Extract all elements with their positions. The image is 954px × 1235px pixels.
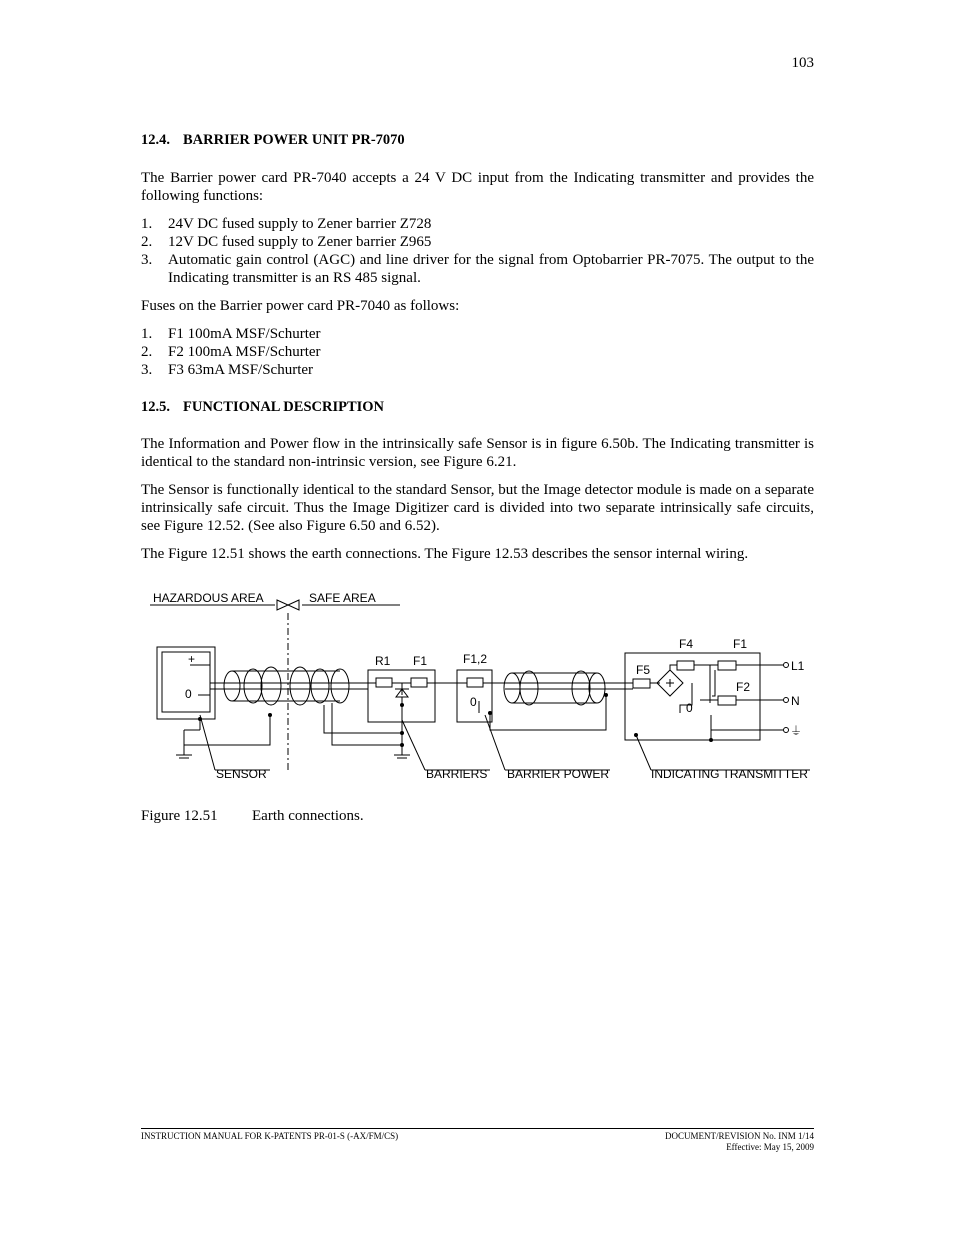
description-paragraph-3: The Figure 12.51 shows the earth connections. The Figure 12.53 describes the sensor internal wiring. (141, 546, 749, 562)
list-item: 2. 12V DC fused supply to Zener barrier Z965 (141, 234, 432, 250)
hazardous-area-label: HAZARDOUS AREA (153, 591, 264, 605)
footer-revision (560, 1131, 814, 1153)
section-title: FUNCTIONAL DESCRIPTION (183, 399, 385, 415)
fuses-intro: Fuses on the Barrier power card PR-7040 as follows: (141, 298, 460, 314)
earth-terminal-icon: ⏚ (790, 724, 803, 738)
sensor-earth-wire (184, 715, 270, 755)
fuses-list (141, 325, 814, 379)
barriers-label: BARRIERS (426, 767, 488, 781)
f5-fuse (633, 679, 650, 688)
f1-transmitter-fuse (718, 661, 736, 670)
section-title: BARRIER POWER UNIT PR-7070 (183, 132, 405, 148)
list-item: 3. F3 63mA MSF/Schurter (141, 362, 314, 378)
footer-document-revision: DOCUMENT/REVISION No. INM 1/14 (665, 1131, 814, 1141)
sensor-outer-box (157, 647, 215, 719)
section-number: 12.4. (141, 132, 170, 148)
footer-divider (141, 1128, 814, 1129)
indicating-transmitter-label: INDICATING TRANSMITTER (651, 767, 808, 781)
description-paragraph-2: The Sensor is functionally identical to the standard Sensor, but the Image detector module is made on a separate intrinsically safe circuit. Thus the Image Digitizer card is divided into two separate intrinsically safe circuits, see Figure 12.52. (See also Figure 6.50 and 6.52). (141, 482, 814, 534)
list-item: 3. Automatic gain control (AGC) and line driver for the signal from Optobarrier PR-7075. The output to the Indicating transmitter is an RS 485 signal. (141, 252, 814, 286)
barriers-label-leader (402, 720, 425, 770)
sensor-zero-lead (198, 689, 210, 695)
list-item: 1. 24V DC fused supply to Zener barrier Z728 (141, 216, 432, 232)
r1-resistor (376, 678, 392, 687)
area-boundary-marker (277, 600, 299, 610)
f2-label: F2 (736, 680, 751, 694)
list-item: 1. F1 100mA MSF/Schurter (141, 326, 321, 342)
figure-number: Figure 12.51 (141, 808, 218, 824)
figure-caption-text: Earth connections. (252, 808, 364, 824)
footer-manual-title: INSTRUCTION MANUAL FOR K-PATENTS PR-01-S (-AX/FM/CS) (141, 1131, 399, 1141)
f2-transmitter-fuse (718, 696, 736, 705)
barrier-power-label-leader (485, 715, 505, 770)
f12-fuse (467, 678, 483, 687)
sensor-plus-lead (190, 665, 210, 683)
f4-fuse (677, 661, 694, 670)
earth-connections-diagram (140, 585, 820, 785)
section-heading-12-4 (141, 132, 405, 149)
sensor-zero-label: 0 (185, 687, 192, 701)
f1-barrier-label: F1 (413, 654, 428, 668)
sensor-inner-box (162, 652, 210, 712)
f1-fuse (411, 678, 427, 687)
r1-label: R1 (375, 654, 391, 668)
footer-effective-date: Effective: May 15, 2009 (726, 1142, 814, 1152)
sensor-label: SENSOR (216, 767, 267, 781)
barrier-earth-wires (324, 697, 402, 745)
section-heading-12-5 (141, 399, 384, 416)
barrier-power-label: BARRIER POWER (507, 767, 610, 781)
l1-label: L1 (791, 659, 805, 673)
list-item: 2. F2 100mA MSF/Schurter (141, 344, 321, 360)
barrier-power-zero-label: 0 (470, 695, 477, 709)
zener-diode (395, 683, 409, 697)
f12-label: F1,2 (463, 652, 488, 666)
section-number: 12.5. (141, 399, 170, 415)
functions-list (141, 215, 814, 287)
transmitter-zero-label: 0 (686, 701, 693, 715)
sensor-plus-label: + (188, 652, 196, 666)
f5-label: F5 (636, 663, 651, 677)
safe-area-label: SAFE AREA (309, 591, 376, 605)
page-number: 103 (791, 55, 814, 71)
figure-caption (141, 808, 364, 825)
f1-transmitter-label: F1 (733, 637, 748, 651)
description-paragraph-1: The Information and Power flow in the intrinsically safe Sensor is in figure 6.50b. The Indicating transmitter is identical to the standard non-intrinsic version, see Figure 6.21. (141, 436, 814, 470)
f4-label: F4 (679, 637, 694, 651)
sensor-label-leader (200, 715, 215, 770)
n-label: N (791, 694, 800, 708)
intro-paragraph: The Barrier power card PR-7040 accepts a 24 V DC input from the Indicating transmitter and provides the following functions: (141, 170, 814, 204)
